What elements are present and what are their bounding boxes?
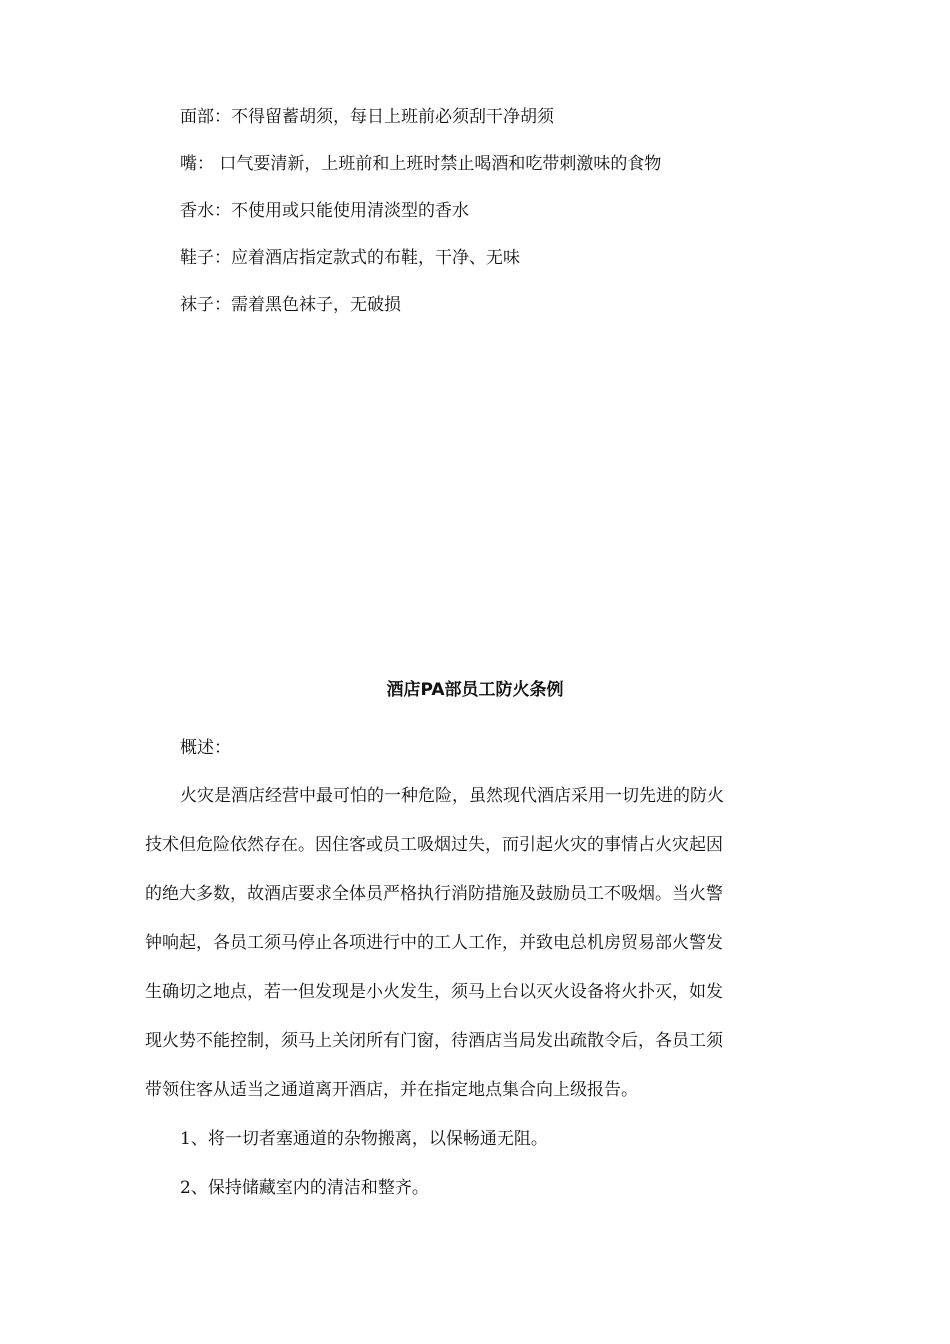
overview-line: 技术但危险依然存在。因住客或员工吸烟过失，而引起火灾的事情占火灾起因 — [145, 835, 723, 855]
rule-item-1: 1、将一切者塞通道的杂物搬离，以保畅通无阻。 — [180, 1129, 548, 1149]
section-title: 酒店PA部员工防火条例 — [386, 680, 564, 700]
overview-line: 火灾是酒店经营中最可怕的一种危险，虽然现代酒店采用一切先进的防火 — [180, 786, 724, 806]
grooming-socks: 袜子：需着黑色袜子，无破损 — [180, 295, 401, 315]
grooming-perfume: 香水：不使用或只能使用清淡型的香水 — [180, 201, 469, 221]
overview-line: 钟响起，各员工须马停止各项进行中的工人工作，并致电总机房贸易部火警发 — [145, 933, 723, 953]
grooming-shoes: 鞋子：应着酒店指定款式的布鞋，干净、无味 — [180, 248, 520, 268]
grooming-face: 面部：不得留蓄胡须，每日上班前必须刮干净胡须 — [180, 107, 554, 127]
overview-line: 生确切之地点，若一但发现是小火发生，须马上台以灭火设备将火扑灭，如发 — [145, 982, 723, 1002]
overview-line: 现火势不能控制，须马上关闭所有门窗，待酒店当局发出疏散令后，各员工须 — [145, 1031, 723, 1051]
overview-line: 带领住客从适当之通道离开酒店，并在指定地点集合向上级报告。 — [145, 1080, 638, 1100]
overview-label: 概述： — [180, 738, 231, 758]
rule-item-2: 2、保持储藏室内的清洁和整齐。 — [180, 1178, 429, 1198]
grooming-mouth: 嘴： 口气要清新，上班前和上班时禁止喝酒和吃带刺激味的食物 — [180, 154, 662, 174]
overview-line: 的绝大多数，故酒店要求全体员严格执行消防措施及鼓励员工不吸烟。当火警 — [145, 884, 723, 904]
